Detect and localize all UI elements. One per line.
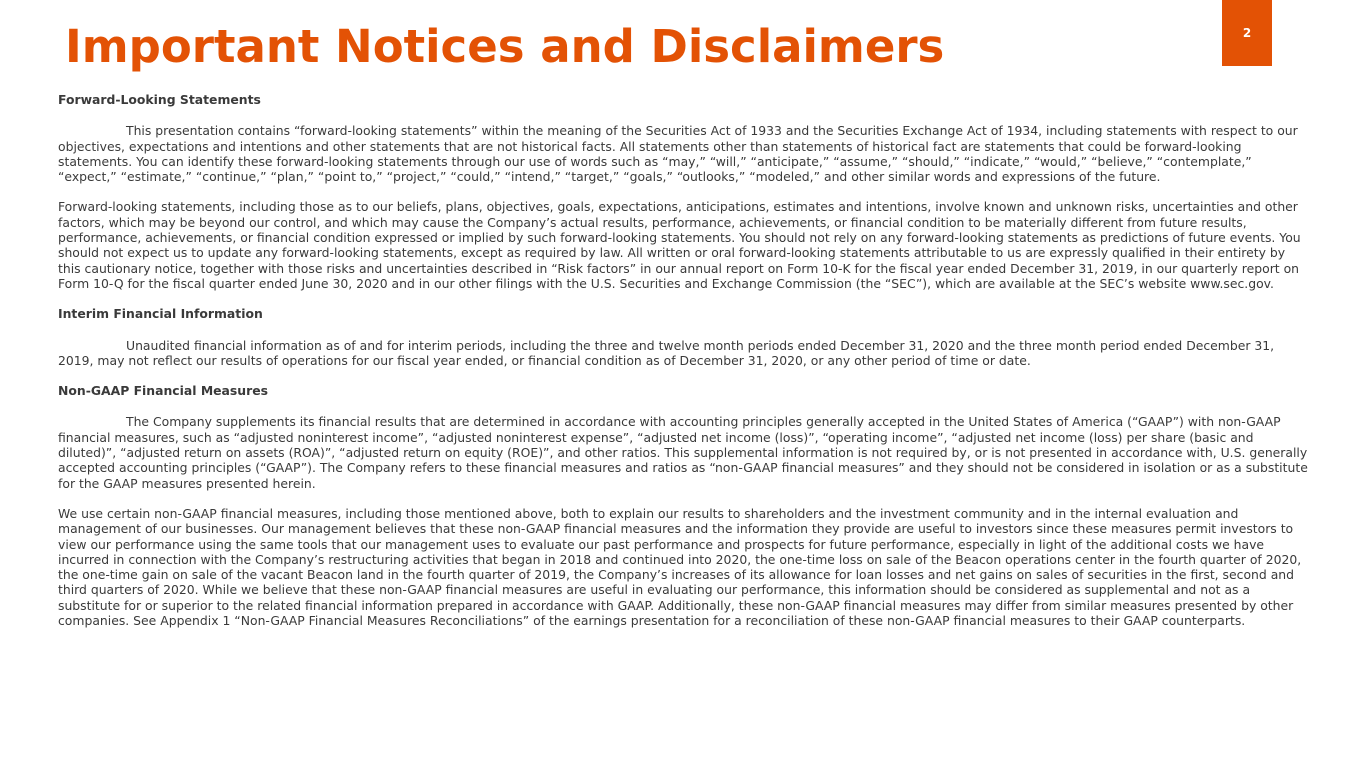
forward-looking-paragraph-1: This presentation contains “forward-looking statements” within the meaning of the Securities Act of 1933 and the Securities Exchange Act of 1934, including statements with respect to our objectives, expectations and intentions and other statements that are not historical facts. All statements other than statements of historical fact are statements that could be forward-looking statements. You can identify these forward-looking statements through our use of words such as “may,” “will,” “anticipate,” “assume,” “should,” “indicate,” “would,” “believe,” “contemplate,” “expect,” “estimate,” “continue,” “plan,” “point to,” “project,” “could,” “intend,” “target,” “goals,” “outlooks,” “modeled,” and other similar words and expressions of the future. bbox=[58, 123, 1298, 185]
page-number-badge bbox=[1222, 0, 1272, 66]
section-heading-non-gaap: Non-GAAP Financial Measures bbox=[58, 383, 268, 399]
page-title: Important Notices and Disclaimers bbox=[65, 20, 945, 73]
non-gaap-paragraph-2: We use certain non-GAAP financial measures, including those mentioned above, both to explain our results to shareholders and the investment community and in the internal evaluation and management of our businesses. Our management believes that these non-GAAP financial measures and the information they provide are useful to investors since these measures permit investors to view our performance using the same tools that our management uses to evaluate our past performance and prospects for future performance, especially in light of the additional costs we have incurred in connection with the Company’s restructuring activities that began in 2018 and continued into 2020, the one-time loss on sale of the Beacon operations center in the fourth quarter of 2020, the one-time gain on sale of the vacant Beacon land in the fourth quarter of 2019, the Company’s increases of its allowance for loan losses and net gains on sales of securities in the first, second and third quarters of 2020. While we believe that these non-GAAP financial measures are useful in evaluating our performance, this information should be considered as supplemental and not as a substitute for or superior to the related financial information prepared in accordance with GAAP. Additionally, these non-GAAP financial measures may differ from similar measures presented by other companies. See Appendix 1 “Non-GAAP Financial Measures Reconciliations” of the earnings presentation for a reconciliation of these non-GAAP financial measures to their GAAP counterparts. bbox=[58, 505, 1302, 629]
page-number: 2 bbox=[1242, 26, 1252, 40]
forward-looking-paragraph-2: Forward-looking statements, including those as to our beliefs, plans, objectives, goals, expectations, anticipations, estimates and intentions, involve known and unknown risks, uncertainties and other factors, which may be beyond our control, and which may cause the Company’s actual results, performance, achievements, or financial condition to be materially different from future results, performance, achievements, or financial condition expressed or implied by such forward-looking statements. You should not rely on any forward-looking statements as predictions of future events. You should not expect us to update any forward-looking statements, except as required by law. All written or oral forward-looking statements attributable to us are expressly qualified in their entirety by this cautionary notice, together with those risks and uncertainties described in “Risk factors” in our annual report on Form 10-K for the fiscal year ended December 31, 2019, in our quarterly report on Form 10-Q for the fiscal quarter ended June 30, 2020 and in our other filings with the U.S. Securities and Exchange Commission (the “SEC”), which are available at the SEC’s website www.sec.gov. bbox=[58, 199, 1301, 291]
disclaimer-body bbox=[58, 92, 1308, 643]
non-gaap-paragraph-1: The Company supplements its financial results that are determined in accordance with accounting principles generally accepted in the United States of America (“GAAP”) with non-GAAP financial measures, such as “adjusted noninterest income”, “adjusted noninterest expense”, “adjusted net income (loss)”, “operating income”, “adjusted net income (loss) per share (basic and diluted)”, “adjusted return on assets (ROA)”, “adjusted return on equity (ROE)”, and other ratios. This supplemental information is not required by, or is not presented in accordance with, U.S. generally accepted accounting principles (“GAAP”). The Company refers to these financial measures and ratios as “non-GAAP financial measures” and they should not be considered in isolation or as a substitute for the GAAP measures presented herein. bbox=[58, 414, 1308, 491]
interim-paragraph-1: Unaudited financial information as of and for interim periods, including the three and twelve month periods ended December 31, 2020 and the three month period ended December 31, 2019, may not reflect our results of operations for our fiscal year ended, or financial condition as of December 31, 2020, or any other period of time or date. bbox=[58, 337, 1275, 368]
section-heading-interim: Interim Financial Information bbox=[58, 306, 263, 322]
section-heading-forward-looking: Forward-Looking Statements bbox=[58, 92, 261, 107]
